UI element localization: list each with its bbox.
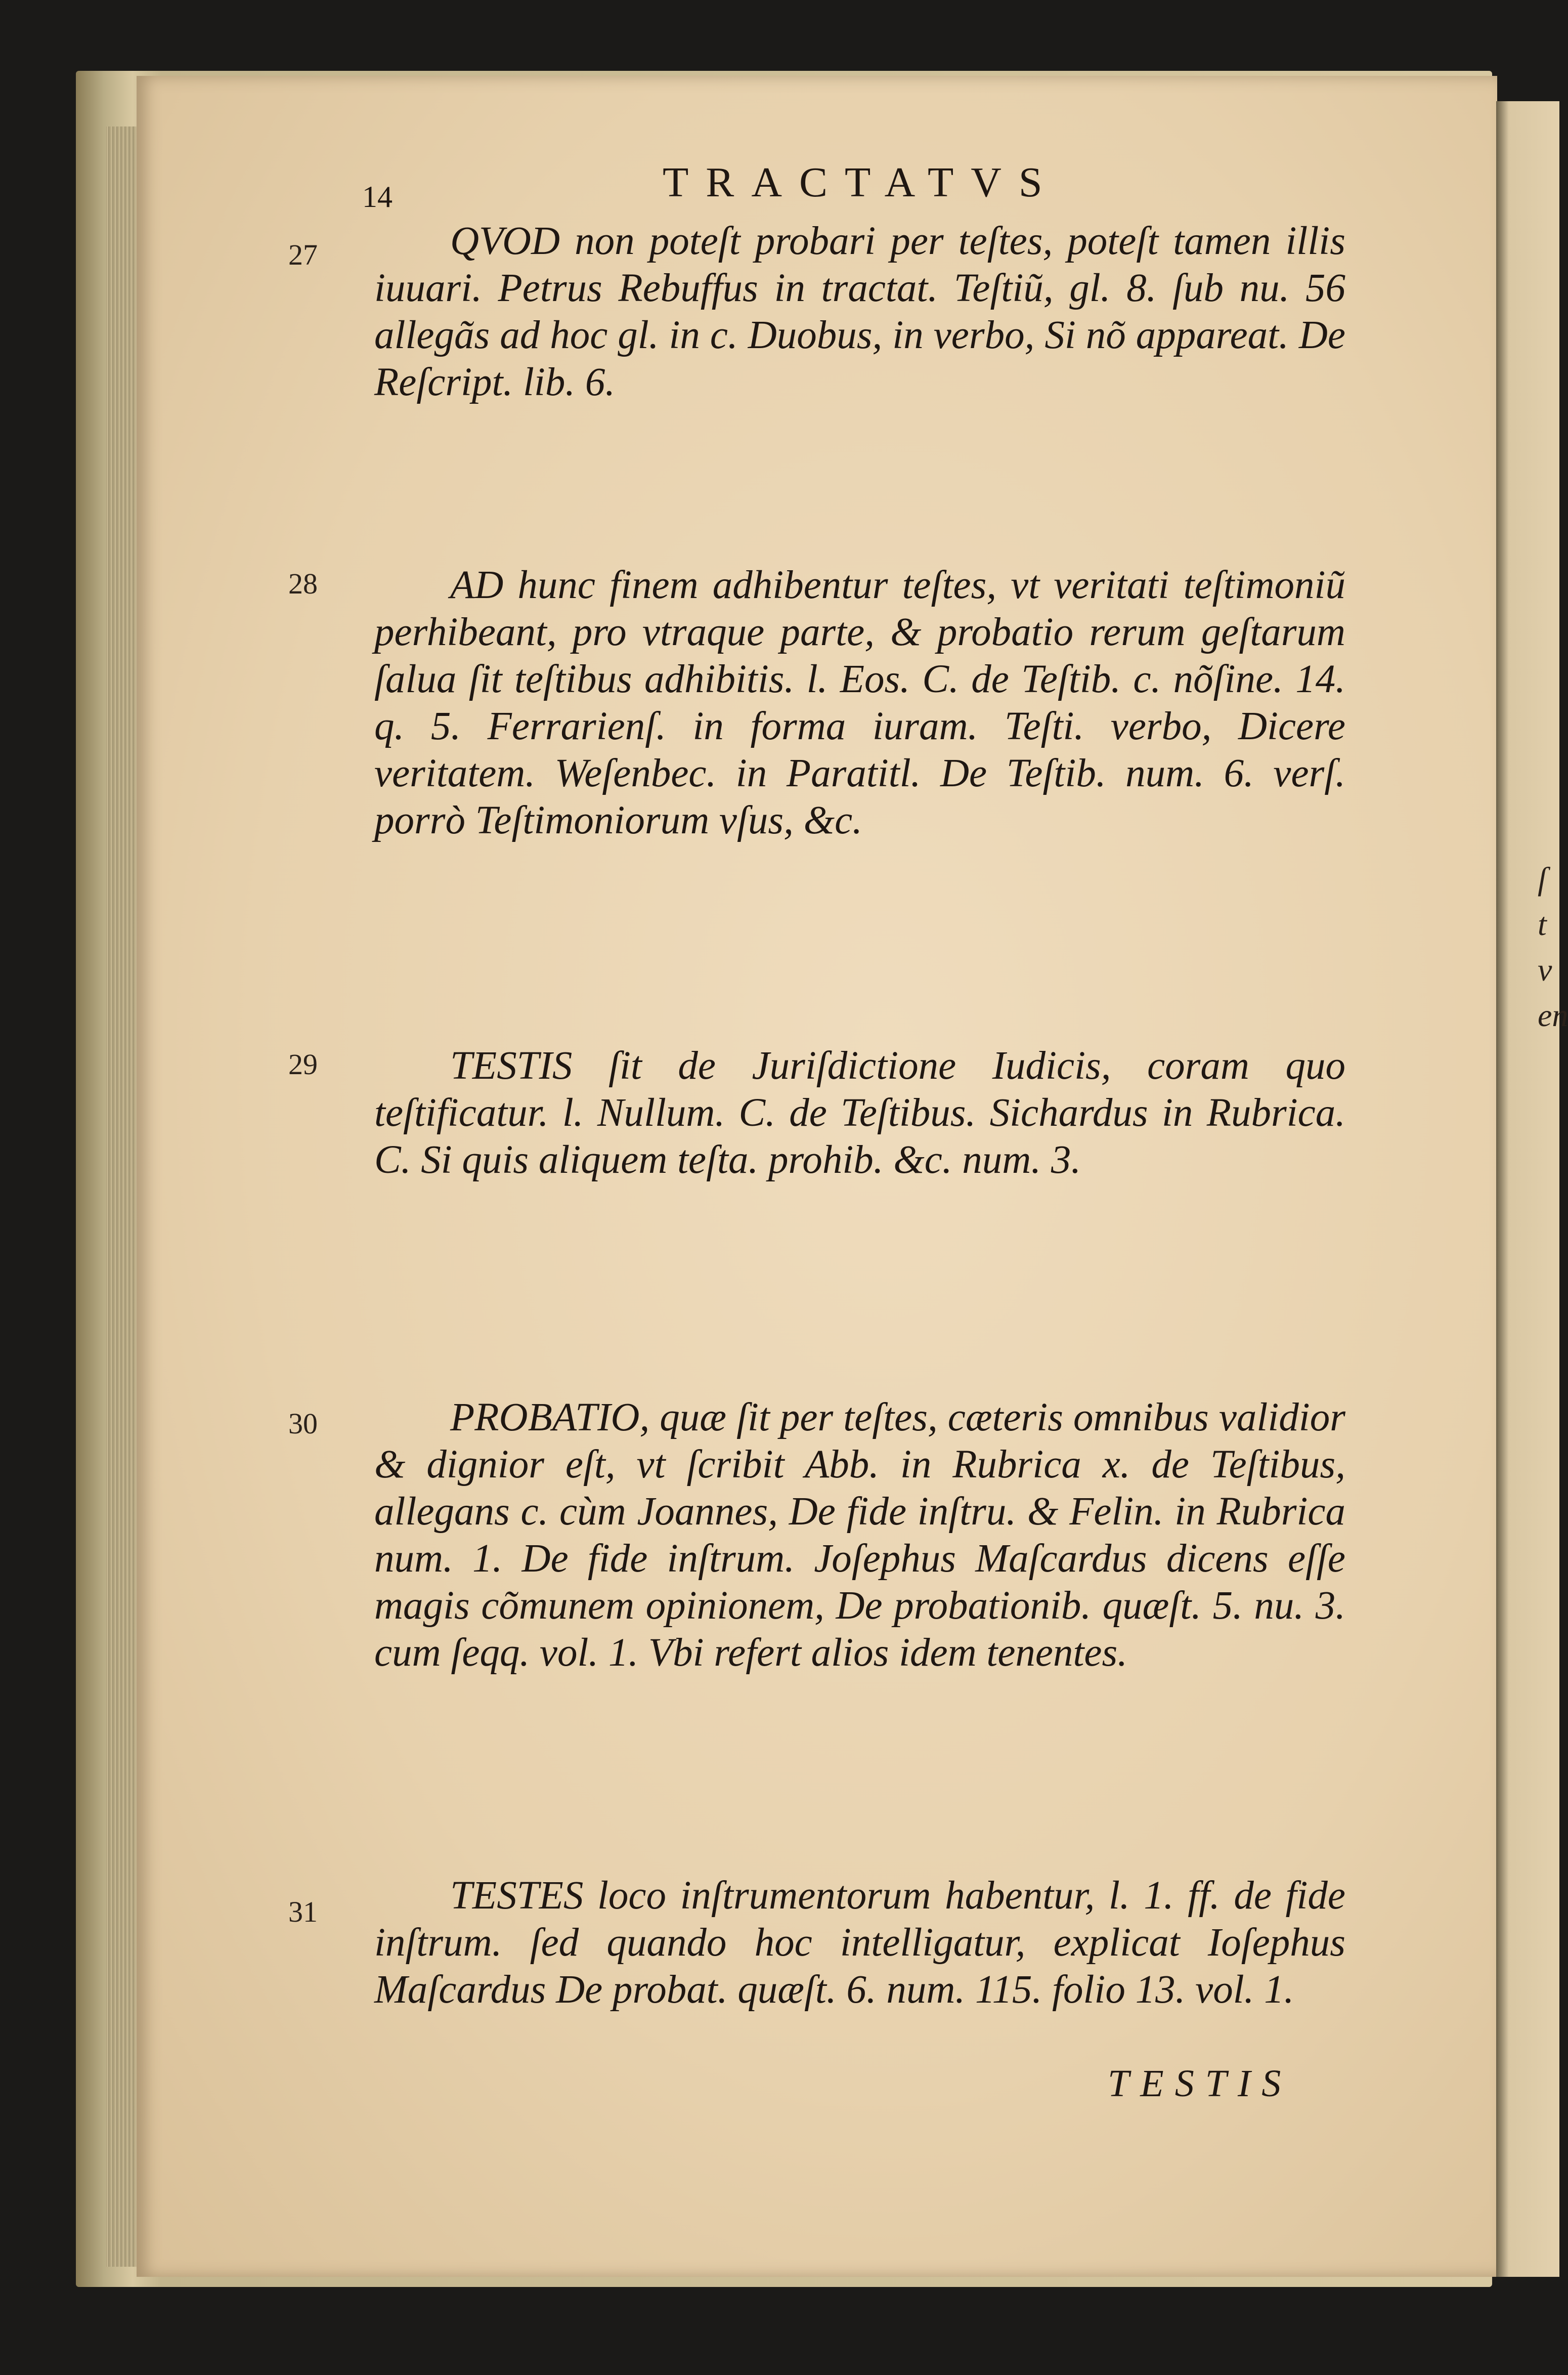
page-edges [106,126,137,2267]
entry-number: 31 [288,1895,318,1928]
facing-page-edge [1496,101,1559,2277]
folio-number: 14 [362,180,393,214]
facing-page-fragment: en [1538,997,1568,1033]
entry-text: TESTES loco inſtrumentorum habentur, l. 1. ff. de fide inſtrum. ſed quando hoc intelligatur, explicat Ioſephus Maſcardus De probat. quæſt. 6. num. 115. folio 13. vol. 1. [374,1874,1345,2012]
entry-number: 28 [288,567,318,600]
facing-page-fragment: v [1538,952,1552,988]
catchword: TESTIS [1108,2062,1292,2105]
entry-number: 30 [288,1407,318,1440]
entry-number: 27 [288,238,318,271]
entry-number: 29 [288,1048,318,1081]
entry-text: AD hunc finem adhibentur teſtes, vt veritati teſtimoniũ perhibeant, pro vtraque parte, & probatio rerum geſtarum ſalua ſit teſtibus adhibitis. l. Eos. C. de Teſtib. c. nõſine. 14. q. 5. Ferrarienſ. in forma iuram. Teſti. verbo, Dicere veritatem. Weſenbec. in Paratitl. De Teſtib. num. 6. verſ. porrò Teſtimoniorum vſus, &c. [374,563,1345,842]
entry-text: QVOD non poteſt probari per teſtes, poteſt tamen illis iuuari. Petrus Rebuffus in tractat. Teſtiũ, gl. 8. ſub nu. 56 allegãs ad hoc gl. in c. Duobus, in verbo, Si nõ appareat. De Reſcript. lib. 6. [374,219,1345,404]
running-head: TRACTATVS [663,159,1060,206]
entry-text: TESTIS ſit de Juriſdictione Iudicis, coram quo teſtificatur. l. Nullum. C. de Teſtibus. Sichardus in Rubrica. C. Si quis aliquem teſta. prohib. &c. num. 3. [374,1044,1345,1182]
entry-text: PROBATIO, quæ ſit per teſtes, cæteris omnibus validior & dignior eſt, vt ſcribit Abb. in Rubrica x. de Teſtibus, allegans c. cùm Joannes, De fide inſtru. & Felin. in Rubrica num. 1. De fide inſtrum. Joſephus Maſcardus dicens eſſe magis cõmunem opinionem, De probationib. quæſt. 5. nu. 3. cum ſeqq. vol. 1. Vbi refert alios idem tenentes. [374,1395,1345,1675]
facing-page-fragment: ſ [1538,861,1547,897]
facing-page-fragment: t [1538,906,1547,942]
